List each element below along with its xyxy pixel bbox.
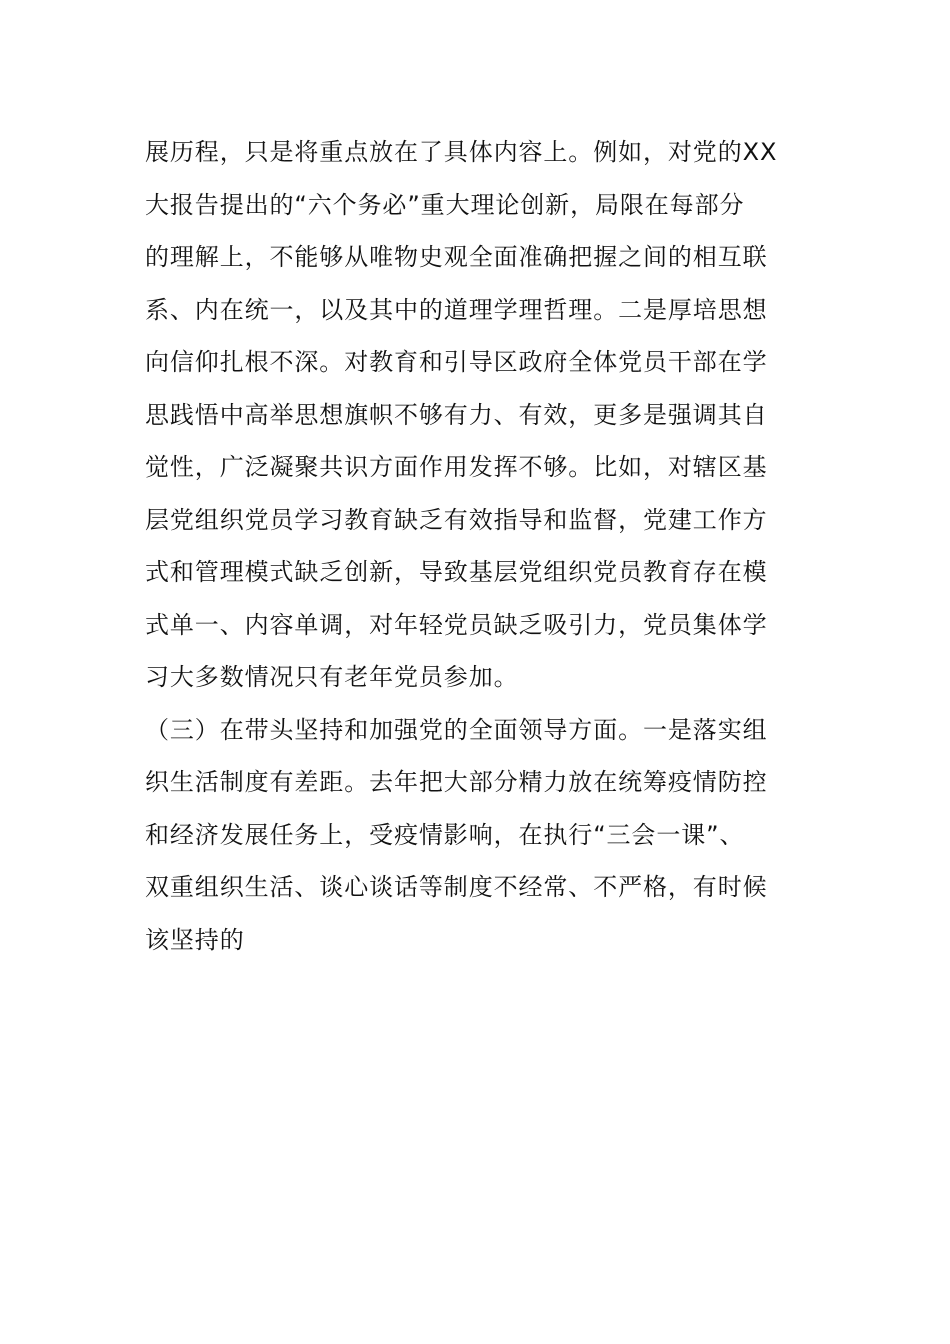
text-line: 双重组织生活、谈心谈话等制度不经常、不严格，有时候: [145, 873, 768, 901]
section-heading-line: （三）在带头坚持和加强党的全面领导方面。一是落实组: [145, 715, 768, 744]
body-text: [145, 126, 815, 966]
text-line: 觉性，广泛凝聚共识方面作用发挥不够。比如，对辖区基: [145, 453, 768, 481]
text-line: 大报告提出的“六个务必”重大理论创新，局限在每部分: [145, 190, 745, 219]
text-line: 织生活制度有差距。去年把大部分精力放在统筹疫情防控: [145, 768, 768, 796]
text-line: 思践悟中高举思想旗帜不够有力、有效，更多是强调其自: [145, 400, 768, 429]
text-line: 系、内在统一，以及其中的道理学理哲理。二是厚培思想: [145, 295, 768, 324]
text-line: 向信仰扎根不深。对教育和引导区政府全体党员干部在学: [145, 348, 768, 376]
text-line: 层党组织党员学习教育缺乏有效指导和监督，党建工作方: [145, 505, 768, 534]
text-line: 的理解上，不能够从唯物史观全面准确把握之间的相互联: [145, 243, 768, 271]
text-line: 式和管理模式缺乏创新，导致基层党组织党员教育存在模: [145, 558, 768, 586]
text-line: 式单一、内容单调，对年轻党员缺乏吸引力，党员集体学: [145, 610, 768, 639]
text-line: 习大多数情况只有老年党员参加。: [145, 663, 519, 691]
text-line: 该坚持的: [145, 925, 245, 954]
text-line: 展历程，只是将重点放在了具体内容上。例如，对党的XX: [145, 138, 778, 166]
text-line: 和经济发展任务上，受疫情影响，在执行“三会一课”、: [145, 820, 745, 849]
